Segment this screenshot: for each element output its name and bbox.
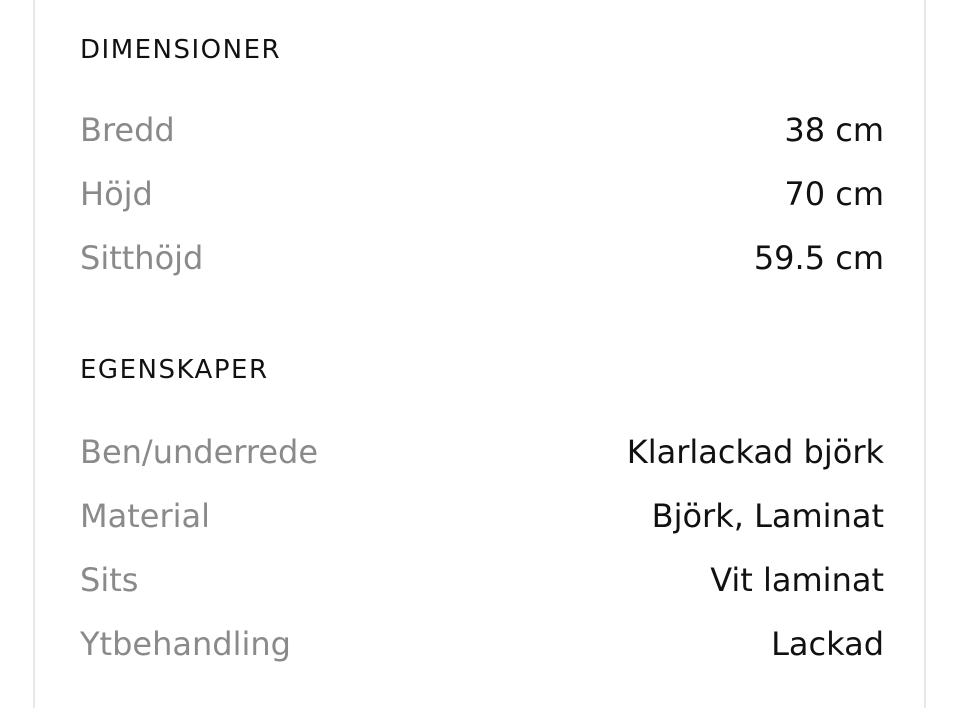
product-details-panel bbox=[33, 0, 926, 708]
properties-list bbox=[80, 420, 884, 676]
spec-value: Björk, Laminat bbox=[651, 497, 884, 535]
dimensions-list bbox=[80, 98, 884, 290]
spec-label: Bredd bbox=[80, 111, 175, 149]
spec-label: Sitthöjd bbox=[80, 239, 204, 277]
spec-value: Klarlackad björk bbox=[626, 433, 884, 471]
spec-label: Sits bbox=[80, 561, 139, 599]
dimensions-section bbox=[80, 32, 884, 290]
spec-row-seat-height bbox=[80, 226, 884, 290]
spec-row-finish bbox=[80, 612, 884, 676]
spec-row-height bbox=[80, 162, 884, 226]
spec-row-material bbox=[80, 484, 884, 548]
spec-label: Material bbox=[80, 497, 210, 535]
dimensions-heading: DIMENSIONER bbox=[80, 35, 282, 65]
spec-label: Ben/underrede bbox=[80, 433, 318, 471]
spec-row-seat bbox=[80, 548, 884, 612]
spec-row-legs bbox=[80, 420, 884, 484]
spec-label: Ytbehandling bbox=[80, 625, 291, 663]
properties-section bbox=[80, 352, 884, 676]
spec-value: Vit laminat bbox=[710, 561, 884, 599]
spec-value: 70 cm bbox=[784, 175, 884, 213]
spec-value: Lackad bbox=[771, 625, 884, 663]
spec-row-width bbox=[80, 98, 884, 162]
spec-label: Höjd bbox=[80, 175, 153, 213]
spec-value: 38 cm bbox=[784, 111, 884, 149]
properties-heading: EGENSKAPER bbox=[80, 355, 269, 385]
spec-value: 59.5 cm bbox=[753, 239, 884, 277]
